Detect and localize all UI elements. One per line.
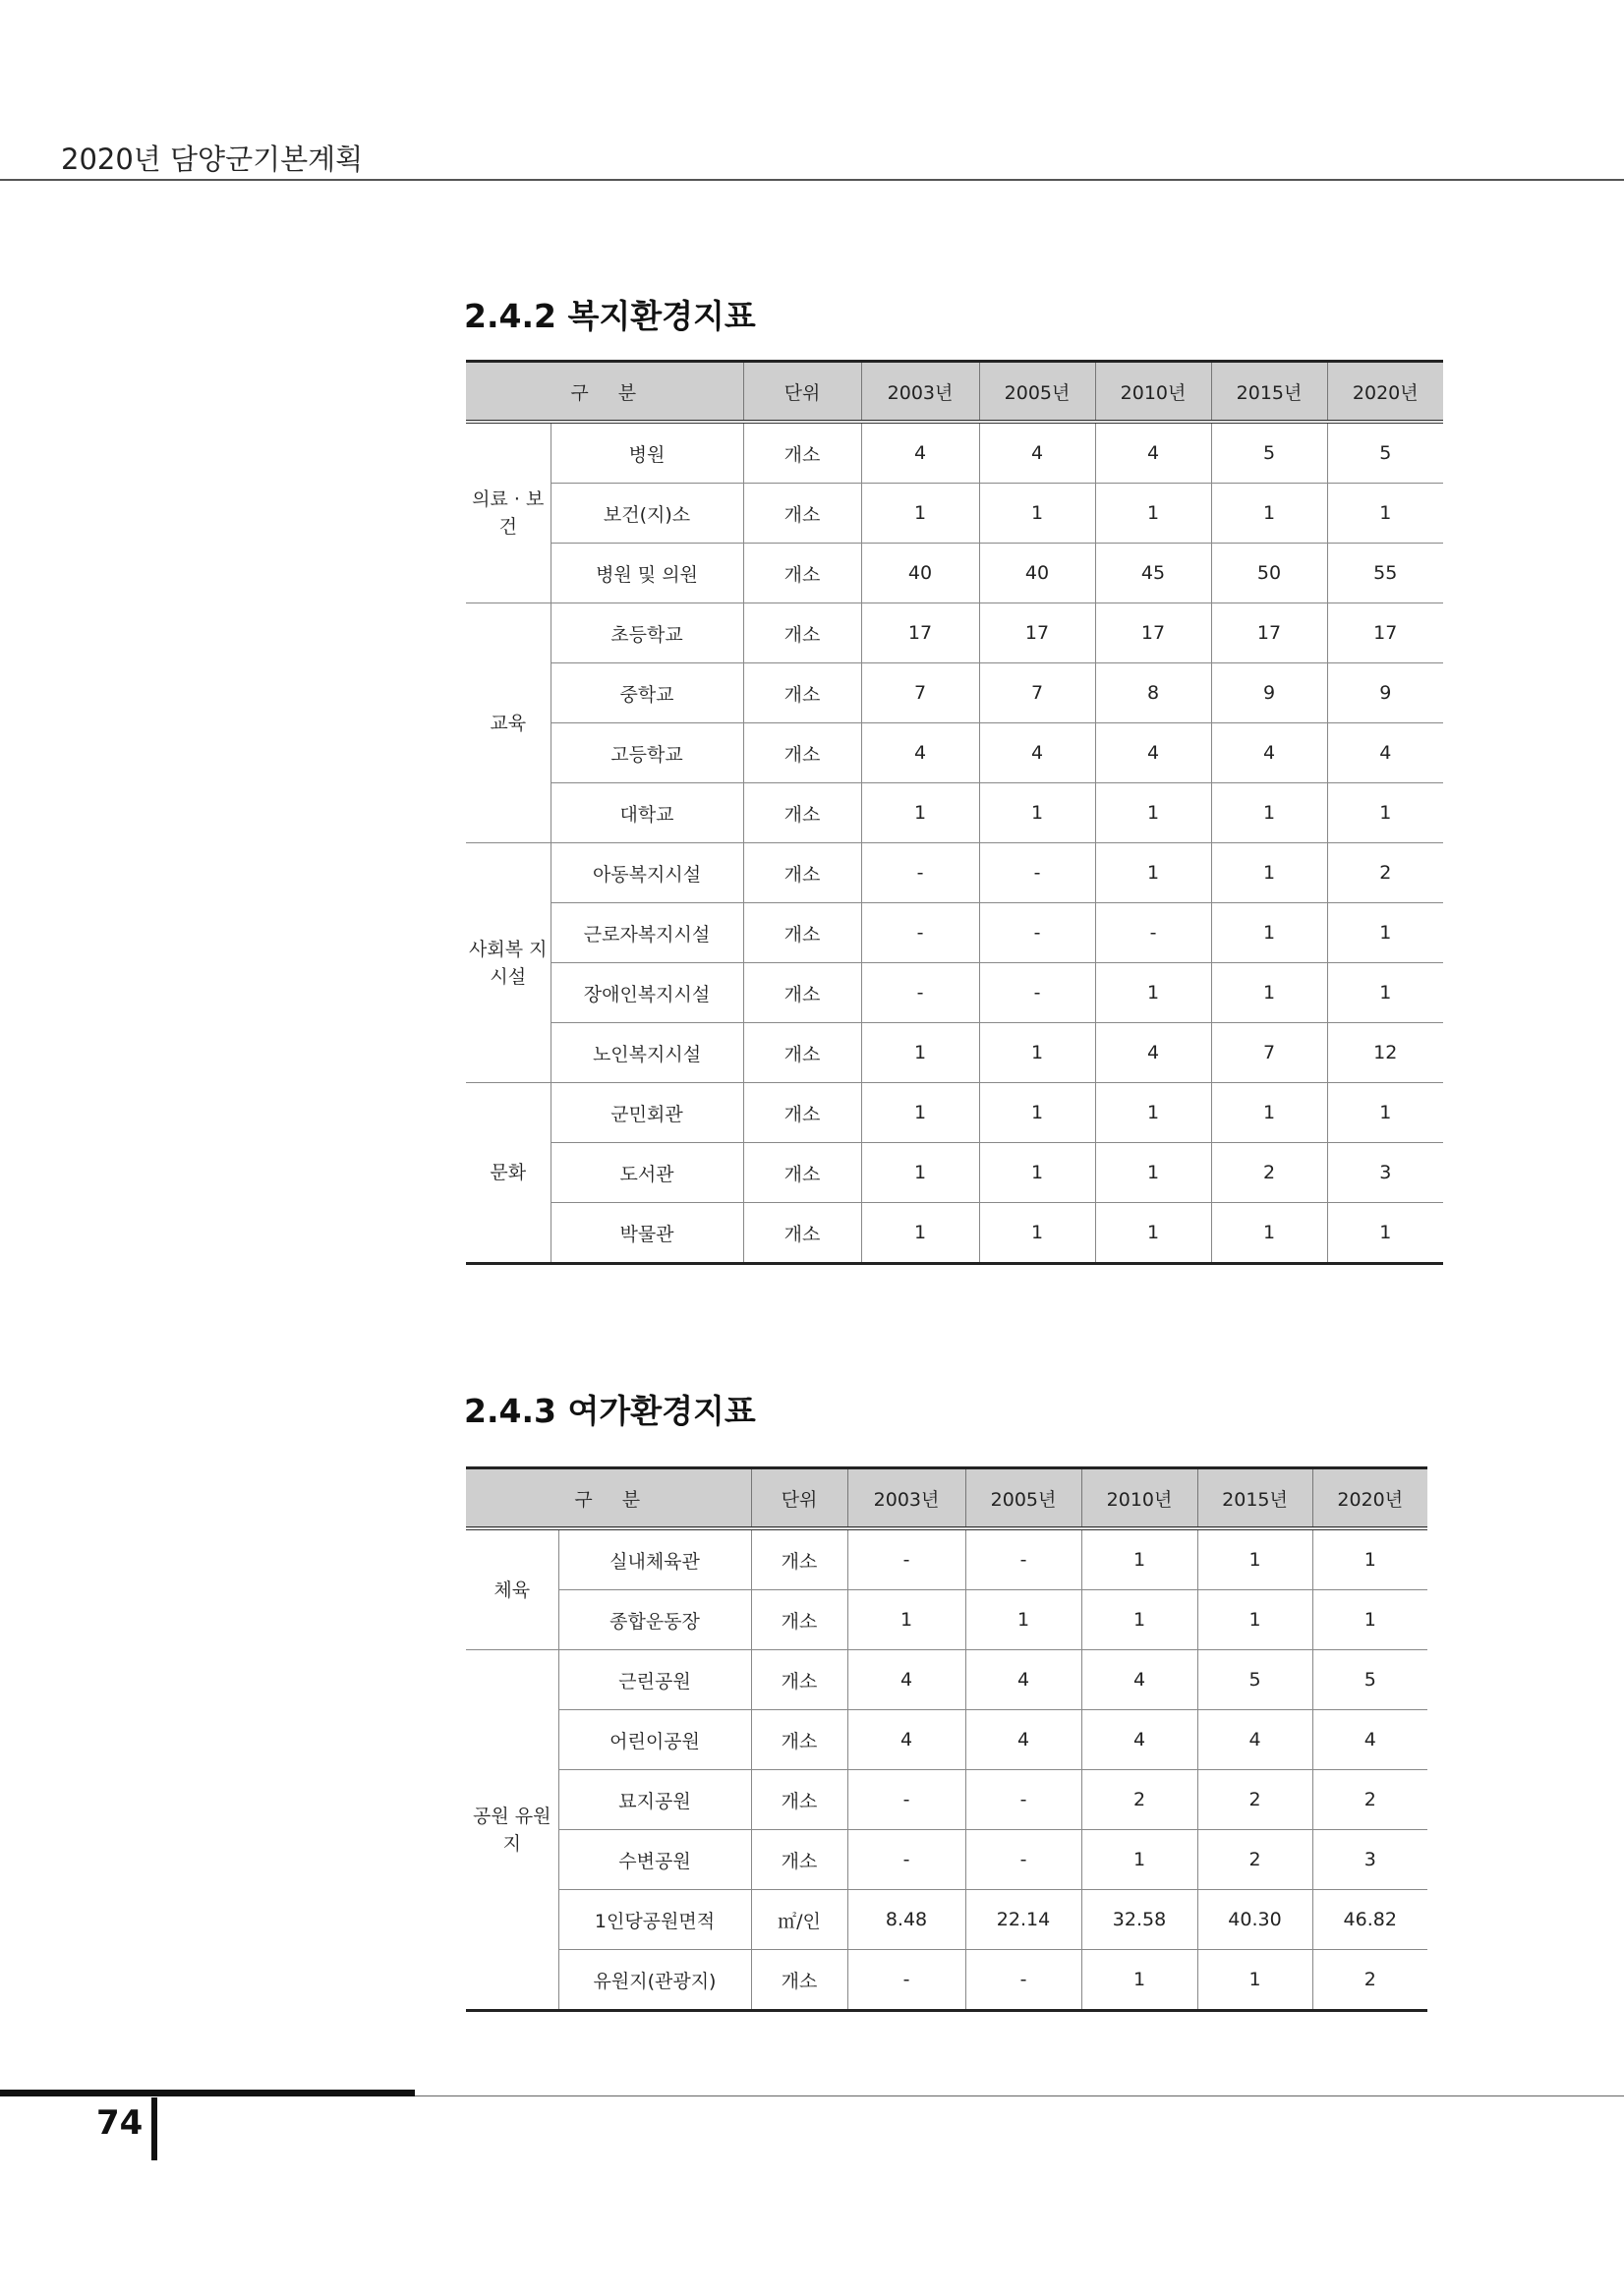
row-value-cell: 1 xyxy=(1312,1528,1427,1590)
row-value-cell: 1 xyxy=(861,484,979,544)
running-header-title: 2020년 담양군기본계획 xyxy=(61,143,364,176)
table-row xyxy=(466,1830,1427,1890)
row-value-cell: 7 xyxy=(861,663,979,723)
row-value-cell: 1 xyxy=(1327,783,1443,843)
table-row xyxy=(466,1650,1427,1710)
row-value-cell: 4 xyxy=(1327,723,1443,783)
row-value-cell: 1 xyxy=(1095,484,1211,544)
row-value-cell: - xyxy=(847,1528,965,1590)
header-category-part: 구 xyxy=(574,1488,595,1511)
table-row xyxy=(466,603,1443,663)
table-row xyxy=(466,963,1443,1023)
row-value-cell: 1 xyxy=(1197,1528,1312,1590)
row-value-cell: 4 xyxy=(1197,1710,1312,1770)
row-value-cell: - xyxy=(965,1528,1081,1590)
row-value-cell: 1 xyxy=(1312,1590,1427,1650)
footer-bar xyxy=(0,2090,415,2096)
header-year: 2020년 xyxy=(1327,362,1443,423)
row-value-cell: 1 xyxy=(1095,1143,1211,1203)
header-year: 2005년 xyxy=(965,1468,1081,1529)
row-item-name: 고등학교 xyxy=(551,723,743,783)
row-item-name: 도서관 xyxy=(551,1143,743,1203)
row-value-cell: - xyxy=(861,843,979,903)
row-value-cell: 1 xyxy=(1211,843,1327,903)
row-value-cell: 1 xyxy=(1211,484,1327,544)
header-year: 2005년 xyxy=(979,362,1095,423)
header-year: 2010년 xyxy=(1081,1468,1197,1529)
row-value-cell: 1 xyxy=(979,1083,1095,1143)
row-value-cell: 8 xyxy=(1095,663,1211,723)
row-value-cell: 1 xyxy=(1327,1083,1443,1143)
header-category xyxy=(466,362,743,423)
row-value-cell: 1 xyxy=(861,1023,979,1083)
row-unit: 개소 xyxy=(743,783,861,843)
header-category-part: 구 xyxy=(570,381,591,404)
row-unit: 개소 xyxy=(743,843,861,903)
row-unit: 개소 xyxy=(743,963,861,1023)
row-value-cell: - xyxy=(965,1950,1081,2011)
header-category-part: 분 xyxy=(617,381,639,404)
leisure-indicator-table xyxy=(466,1466,1427,2012)
row-value-cell: - xyxy=(847,1770,965,1830)
header-unit: 단위 xyxy=(743,362,861,423)
row-item-name: 노인복지시설 xyxy=(551,1023,743,1083)
row-value-cell: 1 xyxy=(1327,903,1443,963)
row-unit: 개소 xyxy=(751,1710,847,1770)
table-row xyxy=(466,1770,1427,1830)
row-value-cell: 1 xyxy=(1081,1950,1197,2011)
row-value-cell: - xyxy=(861,903,979,963)
header-category xyxy=(466,1468,751,1529)
row-value-cell: 2 xyxy=(1327,843,1443,903)
table-row xyxy=(466,484,1443,544)
row-unit: 개소 xyxy=(743,1203,861,1264)
row-value-cell: 1 xyxy=(861,1143,979,1203)
row-value-cell: 2 xyxy=(1197,1770,1312,1830)
row-value-cell: 4 xyxy=(1095,723,1211,783)
header-year: 2020년 xyxy=(1312,1468,1427,1529)
row-value-cell: 5 xyxy=(1211,422,1327,484)
row-item-name: 유원지(관광지) xyxy=(558,1950,751,2011)
section-title-welfare: 2.4.2 복지환경지표 xyxy=(464,297,756,335)
row-group-category: 문화 xyxy=(466,1083,551,1264)
row-value-cell: 1 xyxy=(847,1590,965,1650)
row-value-cell: 1 xyxy=(979,1143,1095,1203)
row-value-cell: 32.58 xyxy=(1081,1890,1197,1950)
row-value-cell: 40 xyxy=(861,544,979,603)
row-value-cell: 1 xyxy=(1095,1203,1211,1264)
row-value-cell: 7 xyxy=(979,663,1095,723)
table-row xyxy=(466,1528,1427,1590)
row-value-cell: 1 xyxy=(1081,1528,1197,1590)
row-value-cell: 4 xyxy=(861,422,979,484)
row-value-cell: - xyxy=(965,1770,1081,1830)
row-unit: 개소 xyxy=(743,603,861,663)
row-value-cell: 4 xyxy=(965,1650,1081,1710)
row-unit: ㎡/인 xyxy=(751,1890,847,1950)
row-unit: 개소 xyxy=(743,723,861,783)
row-value-cell: 1 xyxy=(1211,783,1327,843)
row-unit: 개소 xyxy=(743,422,861,484)
row-item-name: 1인당공원면적 xyxy=(558,1890,751,1950)
row-value-cell: 1 xyxy=(1197,1590,1312,1650)
row-value-cell: 8.48 xyxy=(847,1890,965,1950)
row-value-cell: 17 xyxy=(1327,603,1443,663)
row-item-name: 장애인복지시설 xyxy=(551,963,743,1023)
row-item-name: 실내체육관 xyxy=(558,1528,751,1590)
row-value-cell: 9 xyxy=(1211,663,1327,723)
row-value-cell: 4 xyxy=(1312,1710,1427,1770)
table-header-row xyxy=(466,1468,1427,1529)
row-value-cell: 1 xyxy=(1327,963,1443,1023)
row-item-name: 근린공원 xyxy=(558,1650,751,1710)
row-item-name: 박물관 xyxy=(551,1203,743,1264)
row-unit: 개소 xyxy=(751,1770,847,1830)
row-value-cell: 1 xyxy=(1197,1950,1312,2011)
row-value-cell: 1 xyxy=(1211,963,1327,1023)
row-value-cell: 40 xyxy=(979,544,1095,603)
table-row xyxy=(466,663,1443,723)
header-year: 2015년 xyxy=(1197,1468,1312,1529)
row-value-cell: 17 xyxy=(861,603,979,663)
row-value-cell: 1 xyxy=(1081,1590,1197,1650)
row-value-cell: 2 xyxy=(1197,1830,1312,1890)
row-value-cell: 5 xyxy=(1312,1650,1427,1710)
table-row xyxy=(466,1950,1427,2011)
row-value-cell: 40.30 xyxy=(1197,1890,1312,1950)
row-group-category: 교육 xyxy=(466,603,551,843)
row-value-cell: 1 xyxy=(1211,1203,1327,1264)
row-unit: 개소 xyxy=(751,1590,847,1650)
row-value-cell: 17 xyxy=(1095,603,1211,663)
welfare-indicator-table xyxy=(466,360,1443,1265)
row-value-cell: 1 xyxy=(1081,1830,1197,1890)
row-value-cell: 1 xyxy=(979,484,1095,544)
row-unit: 개소 xyxy=(743,544,861,603)
row-value-cell: 17 xyxy=(1211,603,1327,663)
row-unit: 개소 xyxy=(751,1650,847,1710)
row-value-cell: 1 xyxy=(861,1203,979,1264)
row-value-cell: 4 xyxy=(847,1710,965,1770)
row-value-cell: 7 xyxy=(1211,1023,1327,1083)
row-unit: 개소 xyxy=(743,1023,861,1083)
row-group-category: 체육 xyxy=(466,1528,558,1650)
row-group-category: 사회복 지시설 xyxy=(466,843,551,1083)
row-item-name: 근로자복지시설 xyxy=(551,903,743,963)
row-value-cell: 2 xyxy=(1312,1770,1427,1830)
row-value-cell: 1 xyxy=(861,783,979,843)
row-item-name: 종합운동장 xyxy=(558,1590,751,1650)
page-number-tick xyxy=(151,2097,157,2160)
row-unit: 개소 xyxy=(743,1083,861,1143)
row-value-cell: 1 xyxy=(1327,484,1443,544)
row-value-cell: 2 xyxy=(1312,1950,1427,2011)
page-number: 74 xyxy=(96,2103,144,2143)
row-value-cell: - xyxy=(847,1950,965,2011)
row-value-cell: 4 xyxy=(1095,1023,1211,1083)
row-value-cell: 45 xyxy=(1095,544,1211,603)
row-value-cell: 46.82 xyxy=(1312,1890,1427,1950)
table-row xyxy=(466,783,1443,843)
row-value-cell: 12 xyxy=(1327,1023,1443,1083)
row-value-cell: 1 xyxy=(1211,903,1327,963)
row-value-cell: 4 xyxy=(1081,1710,1197,1770)
row-value-cell: 4 xyxy=(979,723,1095,783)
row-item-name: 아동복지시설 xyxy=(551,843,743,903)
table-row xyxy=(466,843,1443,903)
row-unit: 개소 xyxy=(743,903,861,963)
row-item-name: 병원 xyxy=(551,422,743,484)
row-value-cell: 1 xyxy=(1211,1083,1327,1143)
row-unit: 개소 xyxy=(743,1143,861,1203)
row-value-cell: 4 xyxy=(1081,1650,1197,1710)
header-rule xyxy=(0,179,1624,181)
row-value-cell: 1 xyxy=(979,783,1095,843)
row-item-name: 중학교 xyxy=(551,663,743,723)
row-value-cell: - xyxy=(965,1830,1081,1890)
row-value-cell: 4 xyxy=(1095,422,1211,484)
row-value-cell: 1 xyxy=(1327,1203,1443,1264)
row-value-cell: 4 xyxy=(979,422,1095,484)
row-value-cell: 2 xyxy=(1081,1770,1197,1830)
table-row xyxy=(466,422,1443,484)
header-unit: 단위 xyxy=(751,1468,847,1529)
row-value-cell: - xyxy=(1095,903,1211,963)
footer-rule xyxy=(415,2095,1624,2096)
row-value-cell: 1 xyxy=(1095,963,1211,1023)
row-value-cell: 4 xyxy=(965,1710,1081,1770)
row-unit: 개소 xyxy=(751,1830,847,1890)
row-value-cell: - xyxy=(861,963,979,1023)
table-row xyxy=(466,1890,1427,1950)
row-group-category: 의료 · 보건 xyxy=(466,422,551,603)
table-header-row xyxy=(466,362,1443,423)
row-item-name: 초등학교 xyxy=(551,603,743,663)
row-value-cell: - xyxy=(979,903,1095,963)
row-value-cell: 1 xyxy=(1095,783,1211,843)
row-item-name: 대학교 xyxy=(551,783,743,843)
table-row xyxy=(466,544,1443,603)
row-item-name: 어린이공원 xyxy=(558,1710,751,1770)
row-value-cell: 5 xyxy=(1197,1650,1312,1710)
row-item-name: 보건(지)소 xyxy=(551,484,743,544)
row-value-cell: 2 xyxy=(1211,1143,1327,1203)
table-row xyxy=(466,1710,1427,1770)
row-value-cell: 3 xyxy=(1312,1830,1427,1890)
row-value-cell: 5 xyxy=(1327,422,1443,484)
row-value-cell: 1 xyxy=(1095,843,1211,903)
table-row xyxy=(466,723,1443,783)
row-value-cell: 4 xyxy=(1211,723,1327,783)
header-year: 2003년 xyxy=(861,362,979,423)
row-unit: 개소 xyxy=(751,1528,847,1590)
row-value-cell: 50 xyxy=(1211,544,1327,603)
row-value-cell: 4 xyxy=(861,723,979,783)
row-value-cell: 1 xyxy=(965,1590,1081,1650)
row-item-name: 군민회관 xyxy=(551,1083,743,1143)
row-value-cell: 1 xyxy=(1095,1083,1211,1143)
row-value-cell: 3 xyxy=(1327,1143,1443,1203)
row-value-cell: 1 xyxy=(861,1083,979,1143)
row-unit: 개소 xyxy=(743,484,861,544)
row-value-cell: 55 xyxy=(1327,544,1443,603)
row-item-name: 묘지공원 xyxy=(558,1770,751,1830)
table-row xyxy=(466,1203,1443,1264)
row-value-cell: 9 xyxy=(1327,663,1443,723)
header-year: 2015년 xyxy=(1211,362,1327,423)
table-row xyxy=(466,1143,1443,1203)
row-item-name: 병원 및 의원 xyxy=(551,544,743,603)
section-title-leisure: 2.4.3 여가환경지표 xyxy=(464,1392,756,1430)
row-value-cell: 1 xyxy=(979,1023,1095,1083)
table-row xyxy=(466,1083,1443,1143)
row-unit: 개소 xyxy=(751,1950,847,2011)
table-row xyxy=(466,1590,1427,1650)
table-row xyxy=(466,1023,1443,1083)
row-value-cell: - xyxy=(847,1830,965,1890)
table-row xyxy=(466,903,1443,963)
row-value-cell: - xyxy=(979,843,1095,903)
header-year: 2003년 xyxy=(847,1468,965,1529)
row-value-cell: 17 xyxy=(979,603,1095,663)
row-value-cell: 4 xyxy=(847,1650,965,1710)
row-value-cell: - xyxy=(979,963,1095,1023)
row-group-category: 공원 유원지 xyxy=(466,1650,558,2011)
row-value-cell: 22.14 xyxy=(965,1890,1081,1950)
row-item-name: 수변공원 xyxy=(558,1830,751,1890)
row-value-cell: 1 xyxy=(979,1203,1095,1264)
header-year: 2010년 xyxy=(1095,362,1211,423)
row-unit: 개소 xyxy=(743,663,861,723)
header-category-part: 분 xyxy=(621,1488,643,1511)
